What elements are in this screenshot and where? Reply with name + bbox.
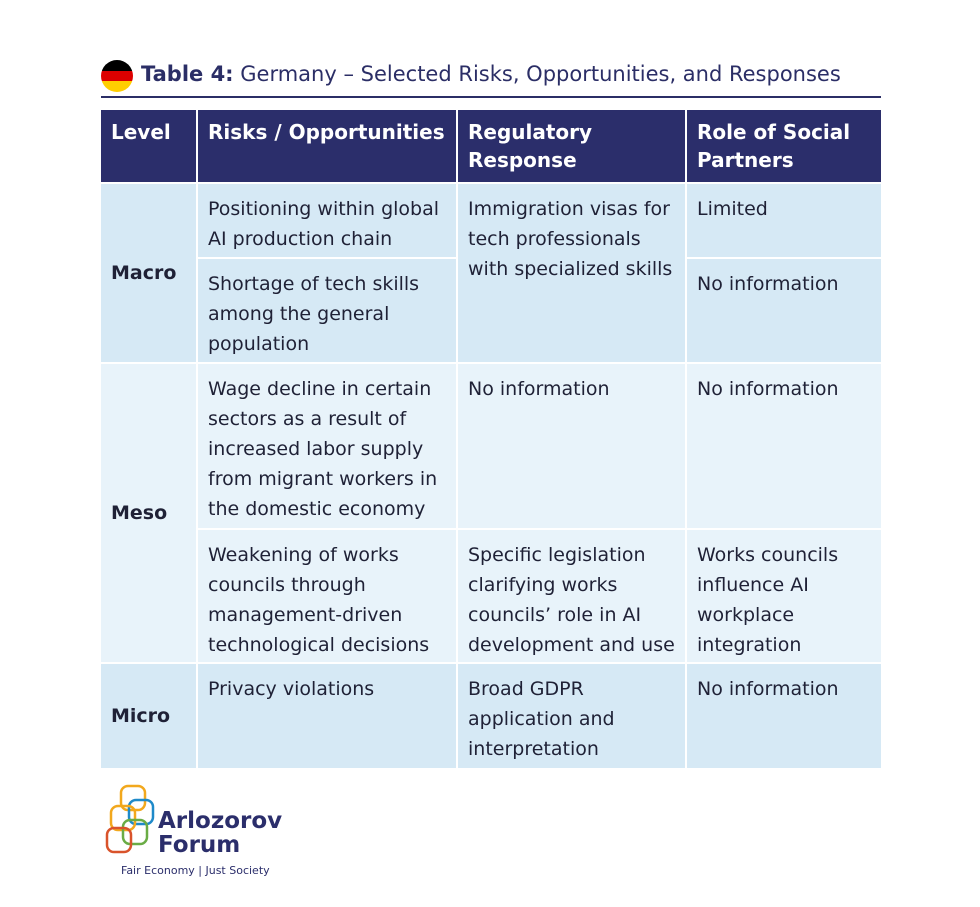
logo-squares-icon <box>103 784 163 864</box>
logo-tagline: Fair Economy | Just Society <box>121 864 270 877</box>
risk-cell: Positioning within global AI production chain <box>198 184 456 257</box>
response-cell: No information <box>458 364 685 528</box>
role-cell: No information <box>687 664 881 768</box>
table-title: Table 4: Germany – Selected Risks, Opportunities, and Responses <box>141 62 841 86</box>
logo-name-line2: Forum <box>158 832 241 858</box>
risk-cell: Privacy violations <box>198 664 456 768</box>
header-risks: Risks / Opportunities <box>198 110 456 182</box>
table-title-row <box>101 58 881 96</box>
response-cell: Specific legislation clarifying works councils’ role in AI development and use <box>458 530 685 662</box>
germany-flag-icon <box>101 60 133 92</box>
header-level: Level <box>101 110 196 182</box>
level-meso: Meso <box>101 364 196 662</box>
risk-cell: Shortage of tech skills among the general population <box>198 259 456 362</box>
risk-cell: Weakening of works councils through management-driven technological decisions <box>198 530 456 662</box>
role-cell: No information <box>687 364 881 528</box>
response-cell: Immigration visas for tech professionals with specialized skills <box>458 184 685 362</box>
level-macro: Macro <box>101 184 196 362</box>
title-divider <box>101 96 881 98</box>
level-micro: Micro <box>101 664 196 768</box>
logo-name-line1: Arlozorov <box>158 808 283 834</box>
role-cell: Limited <box>687 184 881 257</box>
role-cell: No information <box>687 259 881 362</box>
header-social-partners: Role of Social Partners <box>687 110 881 182</box>
response-cell: Broad GDPR application and interpretation <box>458 664 685 768</box>
arlozorov-forum-logo <box>103 784 283 884</box>
risk-cell: Wage decline in certain sectors as a result of increased labor supply from migrant workers in the domestic economy <box>198 364 456 528</box>
header-regulatory-response: Regulatory Response <box>458 110 685 182</box>
role-cell: Works councils influence AI workplace integration <box>687 530 881 662</box>
